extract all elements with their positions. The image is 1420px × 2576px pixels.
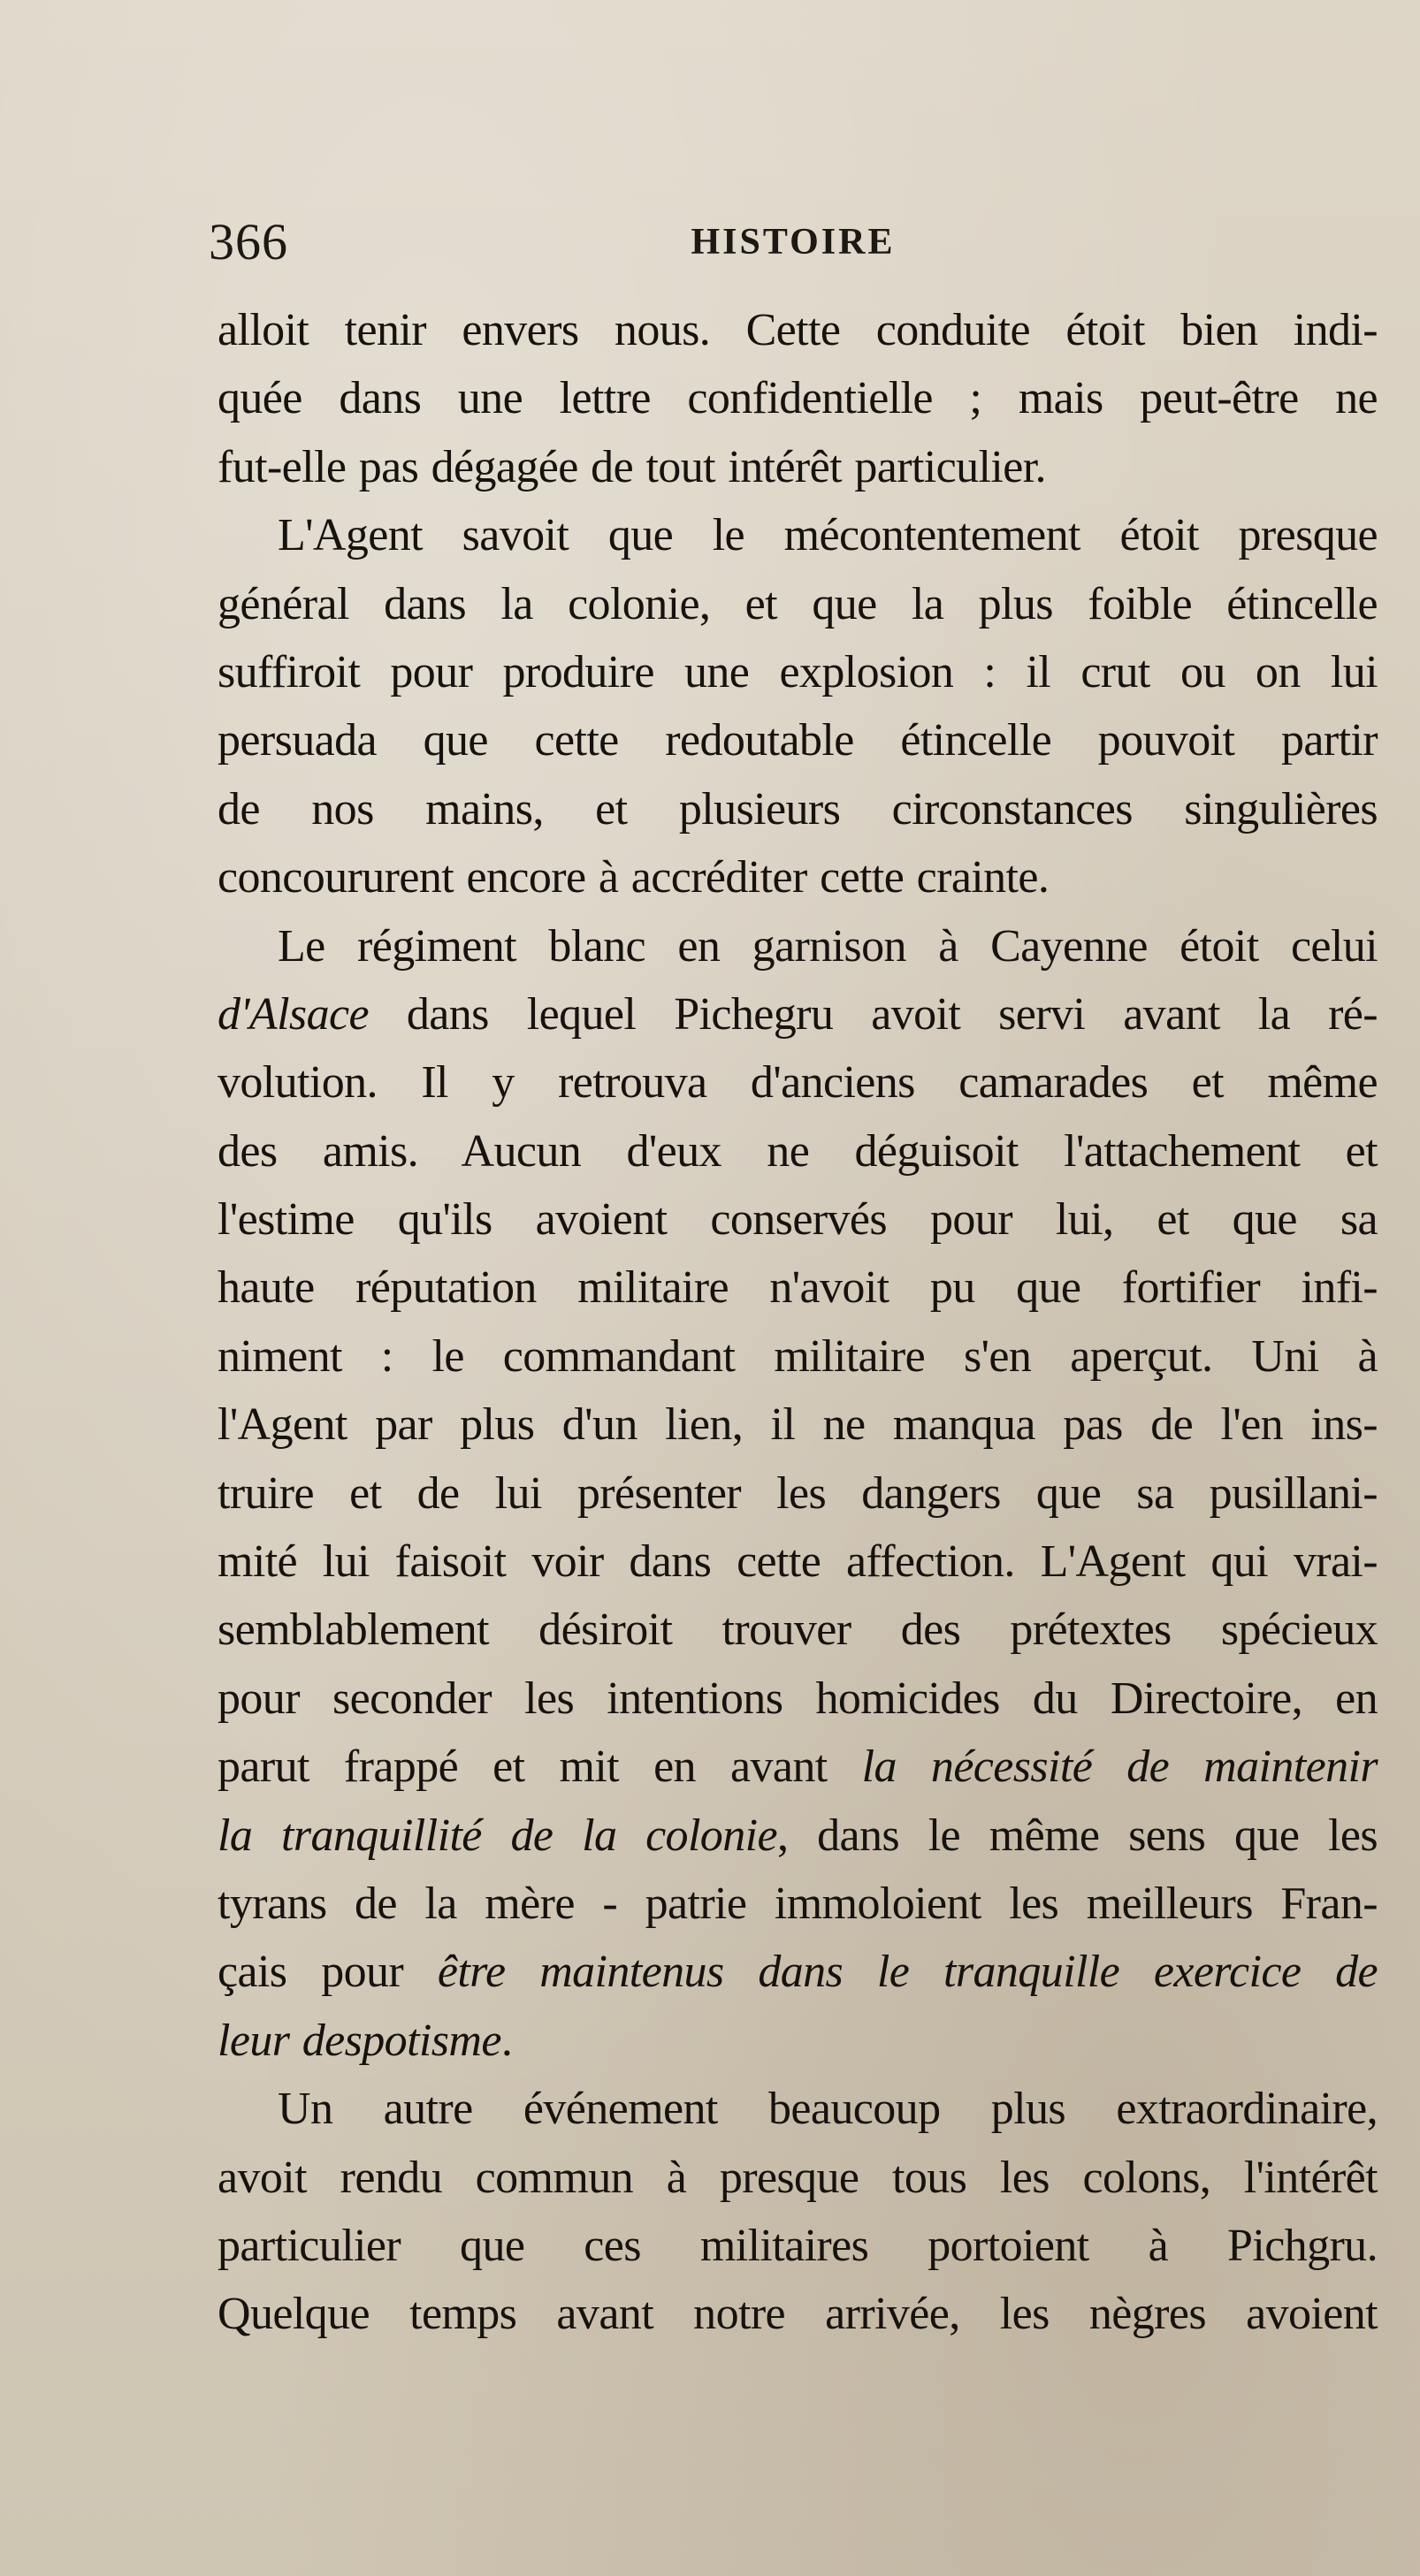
text-segment: l'estime qu'ils avoient conservés pour lui, et que sa (218, 1194, 1378, 1246)
text-line: suffiroit pour produire une explosion : il crut ou on lui (218, 646, 1378, 697)
text-line: avoit rendu commun à presque tous les colons, l'intérêt (218, 2152, 1378, 2203)
text-segment: des amis. Aucun d'eux ne déguisoit l'attachement et (218, 1125, 1378, 1177)
body-text (218, 296, 1378, 2349)
text-segment: . (500, 2015, 513, 2066)
text-line (218, 1048, 1378, 1117)
text-line (218, 1938, 1378, 2006)
text-segment: truire et de lui présenter les dangers que sa pusillani- (218, 1467, 1378, 1519)
text-line: persuada que cette redoutable étincelle pouvoit partir (218, 715, 1378, 766)
italic-segment: leur despotisme (218, 2015, 501, 2066)
text-line (218, 1802, 1378, 1870)
text-segment: semblablement désiroit trouver des prétextes spécieux (218, 1604, 1378, 1656)
paragraph (218, 2075, 1378, 2349)
paragraph (218, 501, 1378, 911)
text-segment: haute réputation militaire n'avoit pu que fortifier infi- (218, 1262, 1378, 1314)
text-segment: volution. Il y retrouva d'anciens camarades et même (218, 1057, 1378, 1109)
text-line: de nos mains, et plusieurs circonstances singulières (218, 783, 1378, 835)
text-line (218, 2007, 1378, 2075)
text-line: général dans la colonie, et que la plus foible étincelle (218, 578, 1378, 629)
italic-segment: la nécessité de maintenir (861, 1741, 1378, 1793)
text-line (218, 1185, 1378, 1254)
text-segment: l'Agent par plus d'un lien, il ne manqua pas de l'en ins- (218, 1399, 1378, 1451)
paragraph (218, 912, 1378, 2076)
paragraph (218, 296, 1378, 501)
text-segment: niment : le commandant militaire s'en aperçut. Uni à (218, 1330, 1378, 1382)
italic-segment: être maintenus dans le tranquille exercice de (437, 1947, 1378, 1998)
text-segment: dans lequel Pichegru avoit servi avant la ré- (368, 988, 1378, 1040)
text-segment: Le régiment blanc en garnison à Cayenne étoit celui (278, 920, 1378, 972)
text-line: Un autre événement beaucoup plus extraordinaire, (278, 2084, 1378, 2135)
text-line (218, 1391, 1378, 1459)
text-line (218, 1459, 1378, 1528)
page-number: 366 (209, 213, 288, 271)
text-line: L'Agent savoit que le mécontentement étoit presque (278, 510, 1378, 561)
text-segment: pour seconder les intentions homicides du Directoire, en (218, 1673, 1378, 1724)
text-line (218, 912, 1378, 980)
text-line (218, 1117, 1378, 1185)
text-line (218, 1733, 1378, 1801)
text-line: quée dans une lettre confidentielle ; mais peut-être ne (218, 373, 1378, 424)
italic-segment: d'Alsace (218, 988, 369, 1040)
text-segment: tyrans de la mère - patrie immoloient les meilleurs Fran- (218, 1878, 1378, 1929)
text-line: alloit tenir envers nous. Cette conduite étoit bien indi- (218, 305, 1378, 355)
text-line (218, 980, 1378, 1048)
page-header (209, 212, 1378, 283)
text-line (218, 1596, 1378, 1664)
text-line (218, 1322, 1378, 1391)
text-line (218, 1528, 1378, 1596)
text-segment: mité lui faisoit voir dans cette affection. L'Agent qui vrai- (218, 1536, 1378, 1588)
text-line (218, 1870, 1378, 1938)
italic-segment: la tranquillité de la colonie (218, 1810, 777, 1861)
running-title: HISTOIRE (691, 222, 896, 263)
text-line: particulier que ces militaires portoient à Pichgru. (218, 2220, 1378, 2271)
text-segment: çais pour (218, 1947, 438, 1998)
text-segment: , dans le même sens que les (776, 1810, 1378, 1861)
text-line (218, 1254, 1378, 1322)
text-line: concoururent encore à accréditer cette crainte. (218, 852, 1050, 903)
text-segment: parut frappé et mit en avant (218, 1741, 862, 1793)
text-line: Quelque temps avant notre arrivée, les nègres avoient (218, 2289, 1378, 2340)
text-line: fut-elle pas dégagée de tout intérêt particulier. (218, 441, 1046, 492)
text-line (218, 1665, 1378, 1733)
